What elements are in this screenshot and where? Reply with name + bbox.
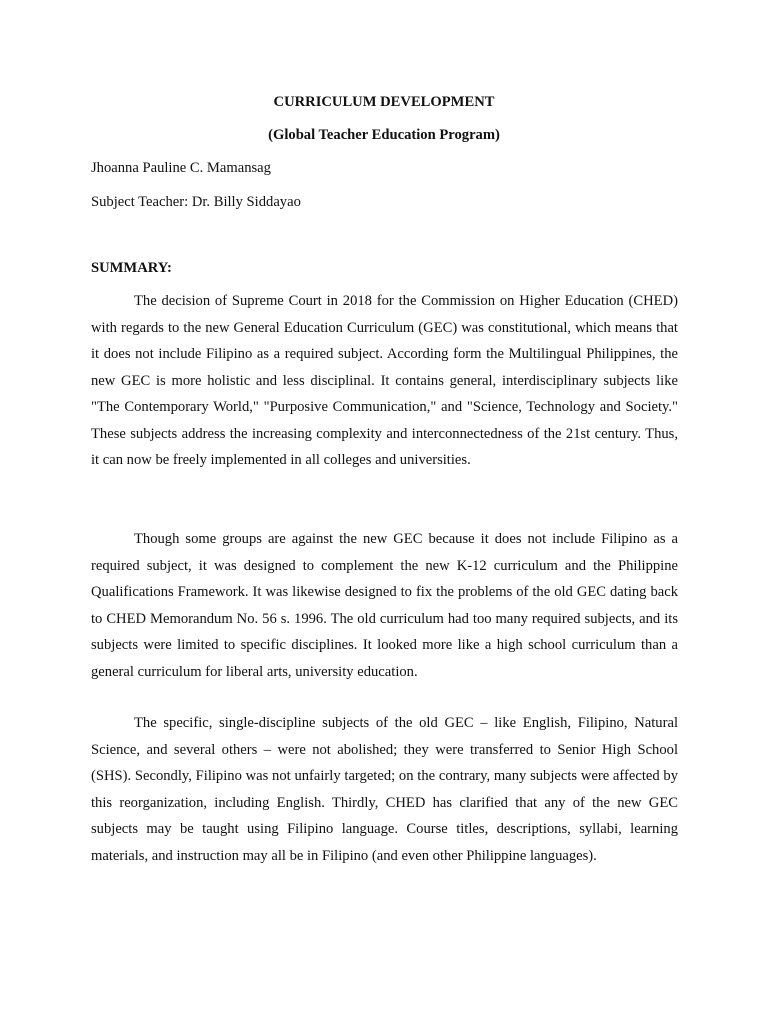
paragraph-2: Though some groups are against the new GEC because it does not include Filipino as a required subject, it was designed to complement the new K-12 curriculum and the Philippine Qualifications Framework. It was likewise designed to fix the problems of the old GEC dating back to CHED Memorandum No. 56 s. 1996. The old curriculum had too many required subjects, and its subjects were limited to specific disciplines. It looked more like a high school curriculum than a general curriculum for liberal arts, university education.: [91, 531, 678, 680]
paragraph-1: The decision of Supreme Court in 2018 for the Commission on Higher Education (CHED) with regards to the new General Education Curriculum (GEC) was constitutional, which means that it does not include Filipino as a required subject. According form the Multilingual Philippines, the new GEC is more holistic and less disciplinal. It contains general, interdisciplinary subjects like "The Contemporary World," "Purposive Communication," and "Science, Technology and Society." These subjects address the increasing complexity and interconnectedness of the 21st century. Thus, it can now be freely implemented in all colleges and universities.: [91, 293, 678, 468]
document-subtitle: (Global Teacher Education Program): [268, 127, 500, 143]
section-heading-summary: SUMMARY:: [91, 260, 172, 276]
document-title: CURRICULUM DEVELOPMENT: [273, 94, 495, 110]
author-name: Jhoanna Pauline C. Mamansag: [91, 160, 271, 176]
paragraph-3: The specific, single-discipline subjects of the old GEC – like English, Filipino, Natural Science, and several others – were not abolished; they were transferred to Senior High School (SHS). Secondly, Filipino was not unfairly targeted; on the contrary, many subjects were affected by this reorganization, including English. Thirdly, CHED has clarified that any of the new GEC subjects may be taught using Filipino language. Course titles, descriptions, syllabi, learning materials, and instruction may all be in Filipino (and even other Philippine languages).: [91, 715, 678, 864]
subject-teacher: Subject Teacher: Dr. Billy Siddayao: [91, 194, 301, 210]
